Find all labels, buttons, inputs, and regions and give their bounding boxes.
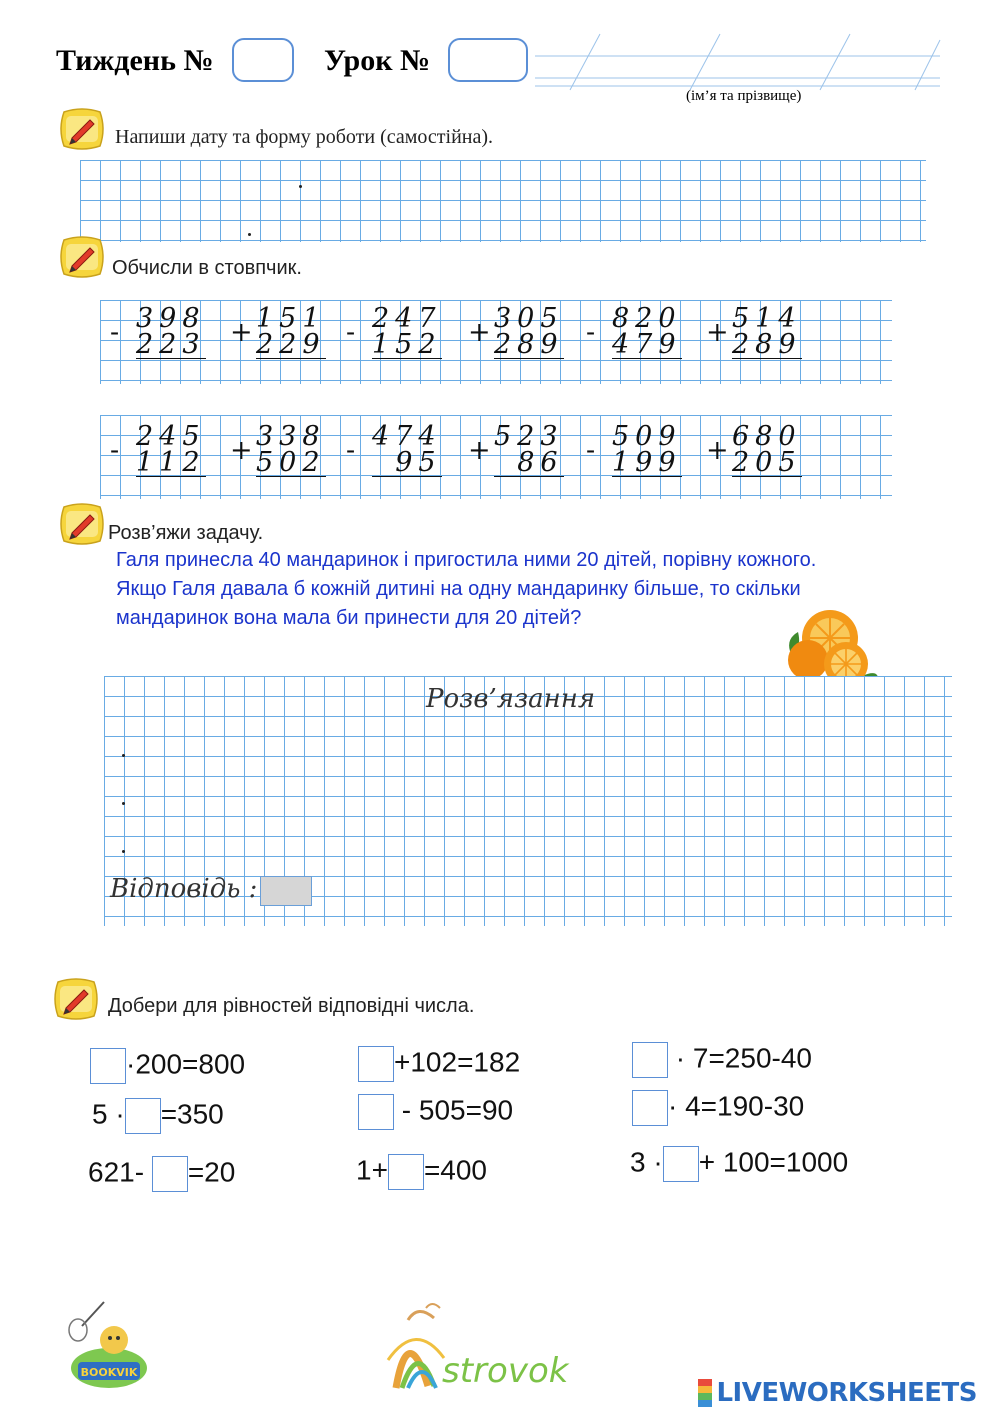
column-problem[interactable]: [230, 421, 326, 478]
liveworksheets-brand: [698, 1378, 977, 1408]
equation-input[interactable]: [358, 1046, 394, 1082]
equation-text: 621-: [88, 1156, 145, 1188]
column-problem[interactable]: [110, 421, 206, 478]
pencil-icon: [52, 978, 100, 1020]
equation-input[interactable]: [152, 1156, 188, 1192]
grid-dot: [248, 233, 251, 236]
operand-top: 820: [612, 303, 682, 334]
column-problem[interactable]: [468, 303, 564, 360]
equation: [632, 1042, 812, 1078]
equation: [88, 1156, 235, 1192]
week-label: Тиждень №: [56, 44, 214, 77]
problem-line: Галя принесла 40 мандаринок і пригостила ними 20 дітей, порівну кожного.: [116, 549, 817, 571]
column-problem[interactable]: [586, 421, 682, 478]
operand-bottom: 199: [612, 447, 682, 478]
operator: -: [346, 435, 356, 466]
equation-input[interactable]: [663, 1146, 699, 1182]
column-problem[interactable]: [468, 421, 564, 478]
equation-input[interactable]: [388, 1154, 424, 1190]
equation-input[interactable]: [358, 1094, 394, 1130]
equation-input[interactable]: [90, 1048, 126, 1084]
equation-text: · 4=190-30: [668, 1090, 805, 1122]
equation: [358, 1094, 513, 1130]
operand-top: 523: [494, 421, 564, 452]
equation: [630, 1146, 848, 1182]
equation: [90, 1048, 245, 1084]
column-problem[interactable]: [706, 303, 802, 360]
equation: [92, 1098, 224, 1134]
pencil-icon: [58, 503, 106, 545]
column-problem[interactable]: [586, 303, 682, 360]
operator: -: [346, 317, 356, 348]
operand-bottom: 289: [732, 329, 802, 360]
operand-top: 305: [494, 303, 564, 334]
operand-bottom: 223: [136, 329, 206, 360]
operand-top: 151: [256, 303, 326, 334]
solution-title: Розв’язання: [426, 684, 596, 714]
equation-input[interactable]: [632, 1042, 668, 1078]
operand-top: 398: [136, 303, 206, 334]
grid-dot: [299, 185, 302, 188]
word-problem: [116, 546, 816, 633]
grid-dot: [122, 802, 125, 805]
pencil-icon: [58, 236, 106, 278]
operand-bottom: 502: [256, 447, 326, 478]
operator: -: [586, 435, 596, 466]
operand-bottom: 229: [256, 329, 326, 360]
operand-bottom: 112: [136, 447, 206, 478]
equation-text: 3 ·: [630, 1146, 663, 1178]
operand-top: 509: [612, 421, 682, 452]
operand-bottom: 152: [372, 329, 442, 360]
equation-text: ·200=800: [126, 1048, 246, 1080]
grid-dot: [122, 754, 125, 757]
grid-dot: [122, 850, 125, 853]
problem-line: Якщо Галя давала б кожній дитині на одну мандаринку більше, то скільки: [116, 578, 801, 600]
answer-input[interactable]: [260, 876, 312, 906]
operand-top: 247: [372, 303, 442, 334]
task4-instruction: Добери для рівностей відповідні числа.: [108, 995, 475, 1017]
lesson-label: Урок №: [324, 44, 431, 77]
name-line[interactable]: [530, 30, 950, 92]
operand-top: 245: [136, 421, 206, 452]
liveworksheets-text: LIVEWORKSHEETS: [716, 1378, 977, 1408]
task2-instruction: Обчисли в стовпчик.: [112, 257, 302, 279]
operand-bottom: 95: [372, 450, 442, 477]
equation-text: · 7=250-40: [675, 1042, 812, 1074]
operand-top: 474: [372, 421, 442, 452]
operator: +: [706, 435, 729, 466]
equation-text: =400: [423, 1154, 488, 1186]
lesson-number-input[interactable]: [448, 38, 528, 82]
bookvik-logo: [64, 1296, 154, 1392]
bookvik-text: BOOKVIK: [80, 1366, 138, 1379]
equation-text: 1+: [356, 1154, 388, 1186]
name-caption: (ім’я та прізвище): [686, 88, 802, 104]
operator: -: [110, 435, 120, 466]
task1-instruction: Напиши дату та форму роботи (самостійна).: [115, 126, 494, 148]
equation: [358, 1046, 520, 1082]
equation-text: + 100=1000: [698, 1146, 849, 1178]
pencil-icon: [58, 108, 106, 150]
problem-line: мандаринок вона мала би принести для 20 дітей?: [116, 607, 582, 629]
equation: [632, 1090, 804, 1126]
equation-input[interactable]: [125, 1098, 161, 1134]
operator: -: [110, 317, 120, 348]
operand-top: 338: [256, 421, 326, 452]
operand-bottom: 479: [612, 329, 682, 360]
operator: +: [230, 317, 253, 348]
column-problem[interactable]: [706, 421, 802, 478]
operand-bottom: 86: [494, 450, 564, 477]
equation-text: - 505=90: [401, 1094, 514, 1126]
date-grid[interactable]: [80, 160, 926, 242]
task3-instruction: Розв’яжи задачу.: [108, 522, 264, 544]
operator: -: [586, 317, 596, 348]
operator: +: [468, 317, 491, 348]
ostrovok-logo: [378, 1300, 608, 1392]
operand-top: 514: [732, 303, 802, 334]
column-problem[interactable]: [110, 303, 206, 360]
column-problem[interactable]: [230, 303, 326, 360]
answer-label: Відповідь :: [110, 874, 258, 904]
column-problem[interactable]: [346, 421, 442, 478]
operator: +: [230, 435, 253, 466]
operand-top: 680: [732, 421, 802, 452]
operand-bottom: 289: [494, 329, 564, 360]
equation-text: =20: [187, 1156, 236, 1188]
liveworksheets-icon: [698, 1379, 712, 1407]
equation: [356, 1154, 487, 1190]
week-number-input[interactable]: [232, 38, 294, 82]
equation-text: =350: [160, 1098, 224, 1130]
ostrovok-text: strovok: [442, 1351, 569, 1391]
operator: +: [468, 435, 491, 466]
operator: +: [706, 317, 729, 348]
equation-text: 5 ·: [92, 1098, 125, 1130]
operand-bottom: 205: [732, 447, 802, 478]
equation-input[interactable]: [632, 1090, 668, 1126]
equation-text: +102=182: [394, 1046, 521, 1078]
column-problem[interactable]: [346, 303, 442, 360]
